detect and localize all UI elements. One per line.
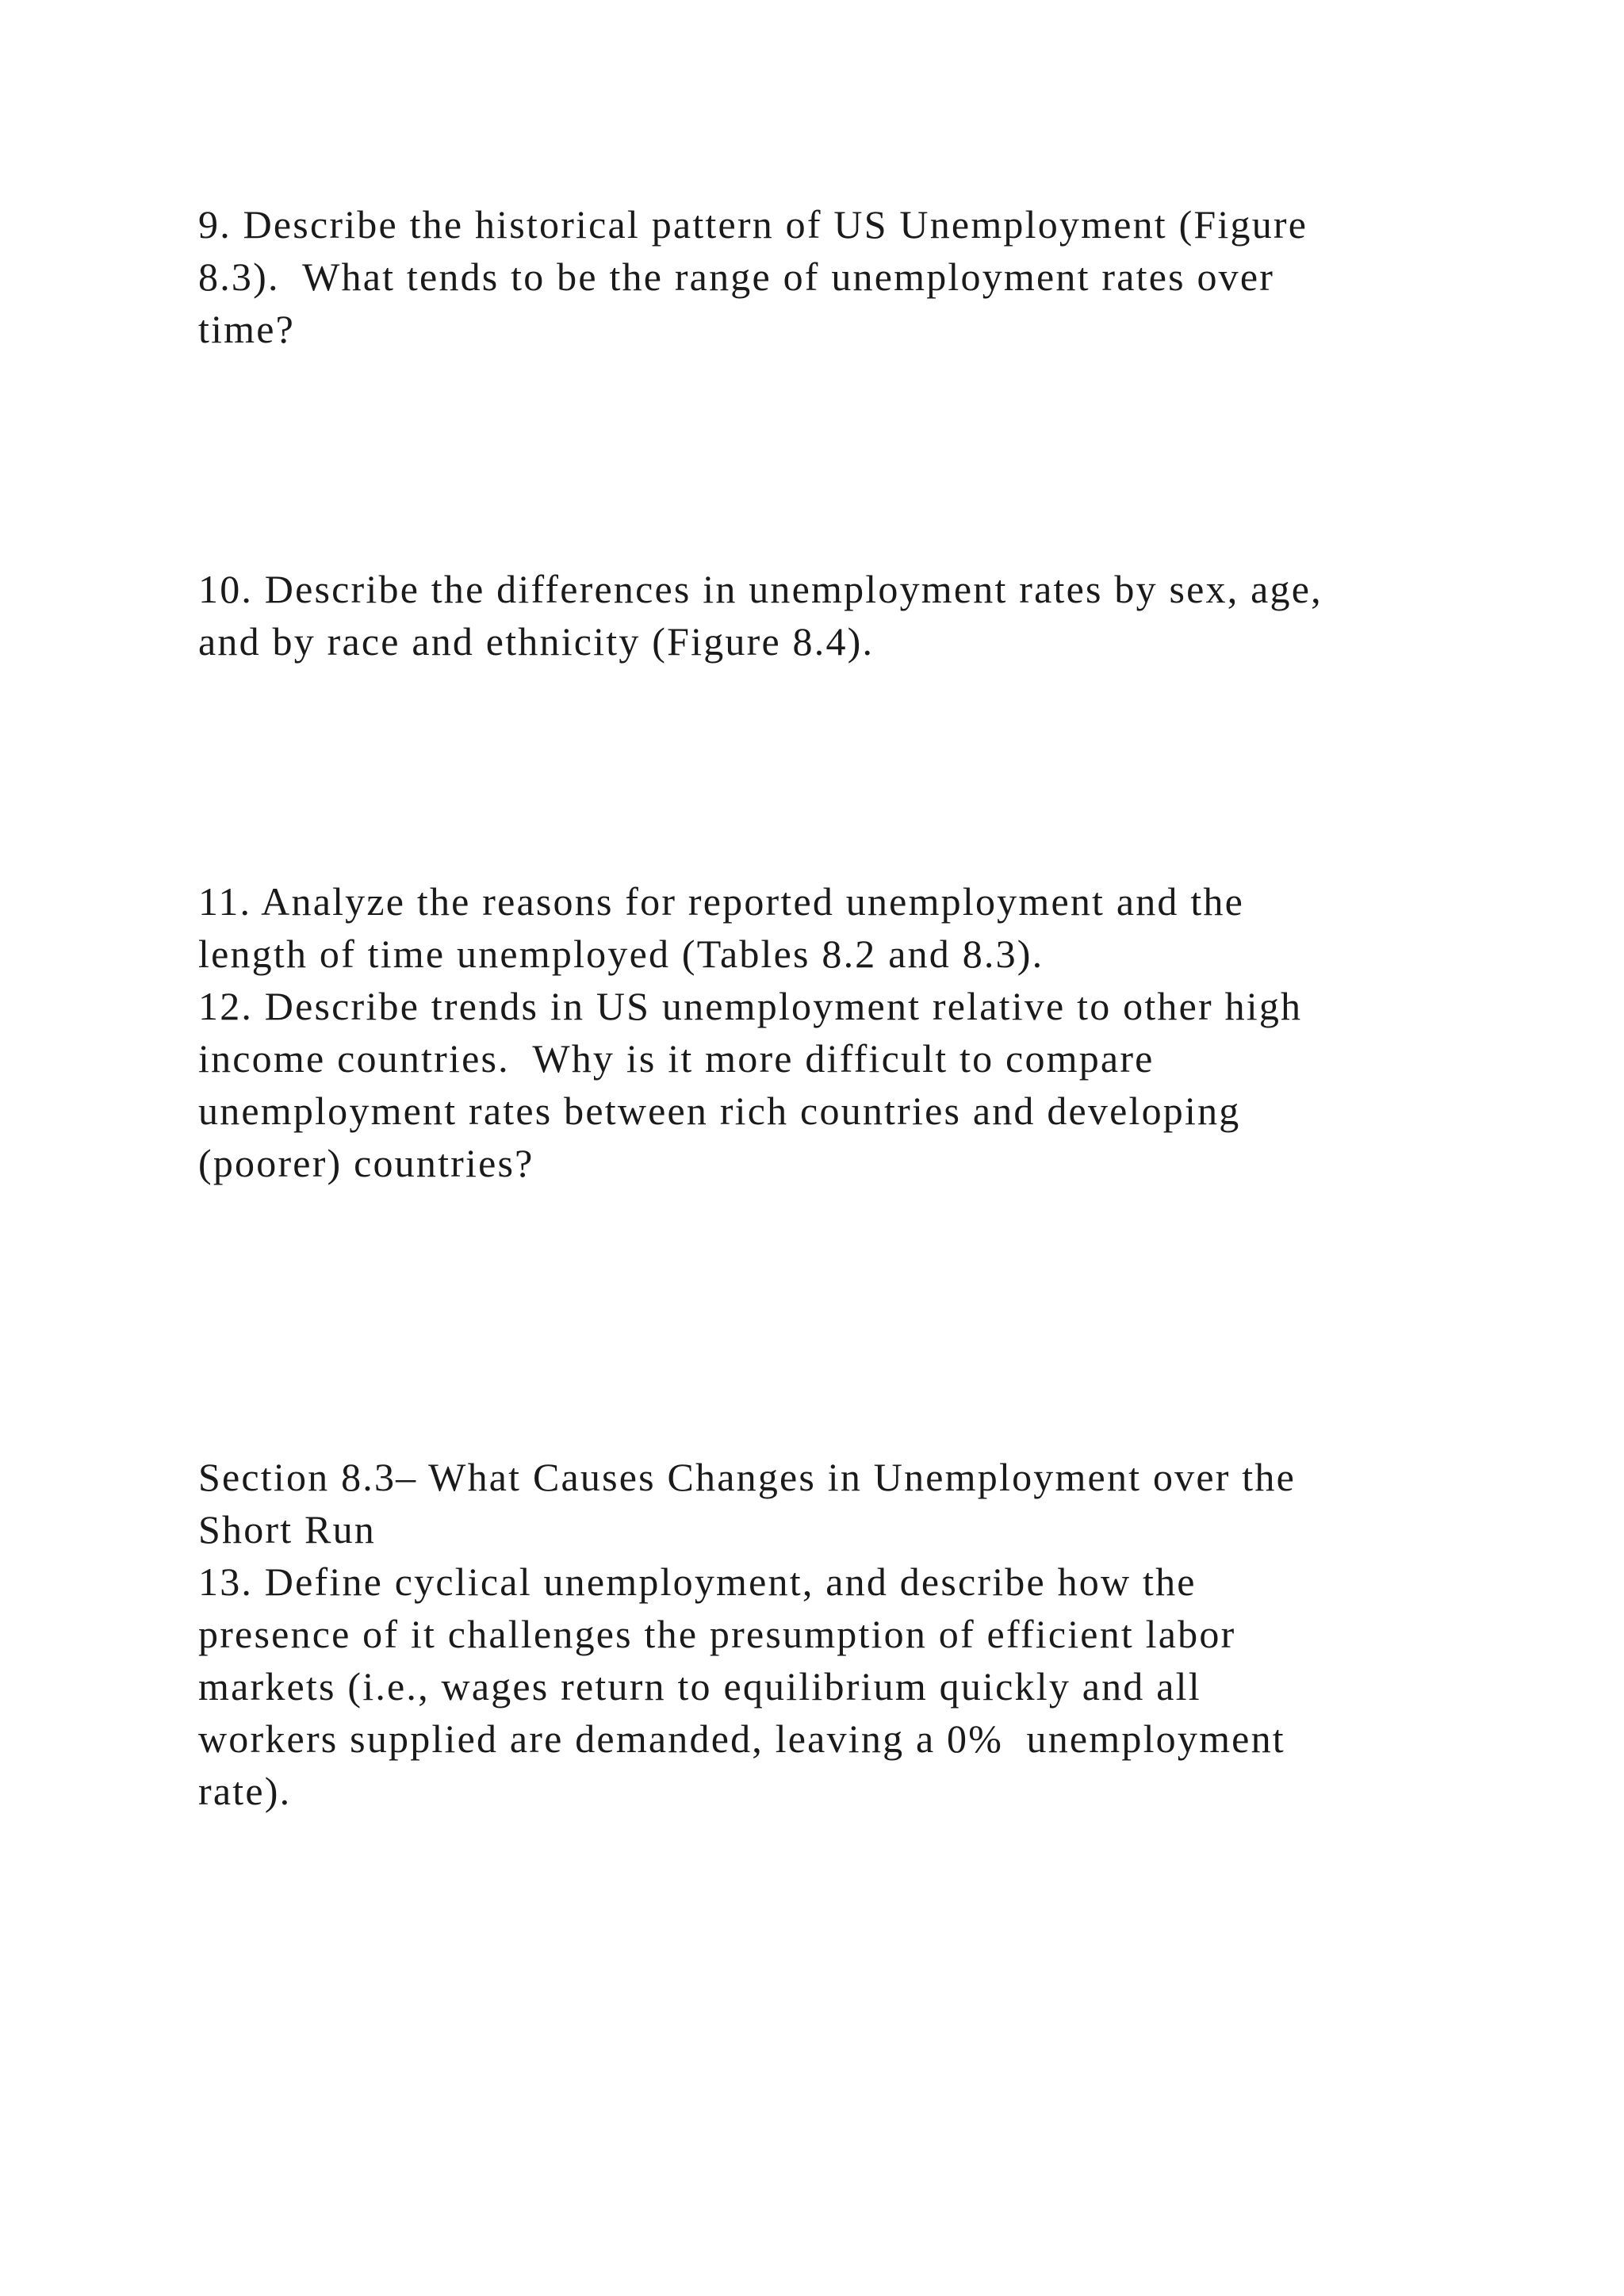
question-13-line-1: 13. Define cyclical unemployment, and describe how the [198,1559,1197,1604]
question-12-line-4: (poorer) countries? [198,1141,534,1185]
question-12-line-1: 12. Describe trends in US unemployment relative to other high [198,984,1303,1028]
question-12-line-2: income countries. Why is it more difficult to compare [198,1036,1155,1081]
question-13-line-2: presence of it challenges the presumption of efficient labor [198,1612,1236,1656]
question-10-line-2: and by race and ethnicity (Figure 8.4). [198,619,875,664]
question-11-line-1: 11. Analyze the reasons for reported unemployment and the [198,879,1245,924]
question-9-line-3: time? [198,307,296,351]
question-13-line-3: markets (i.e., wages return to equilibrium quickly and all [198,1664,1201,1709]
question-13-line-5: rate). [198,1769,292,1813]
question-9-line-1: 9. Describe the historical pattern of US Unemployment (Figure [198,202,1308,247]
question-13-line-4: workers supplied are demanded, leaving a 0% unemployment [198,1716,1285,1761]
question-12-line-3: unemployment rates between rich countries and developing [198,1089,1241,1133]
question-11-line-2: length of time unemployed (Tables 8.2 and 8.3). [198,932,1044,976]
section-heading-line-2: Short Run [198,1507,376,1552]
question-9-line-2: 8.3). What tends to be the range of unemployment rates over [198,254,1275,299]
section-heading-line-1: Section 8.3– What Causes Changes in Unemployment over the [198,1455,1296,1499]
question-10-line-1: 10. Describe the differences in unemployment rates by sex, age, [198,567,1323,611]
